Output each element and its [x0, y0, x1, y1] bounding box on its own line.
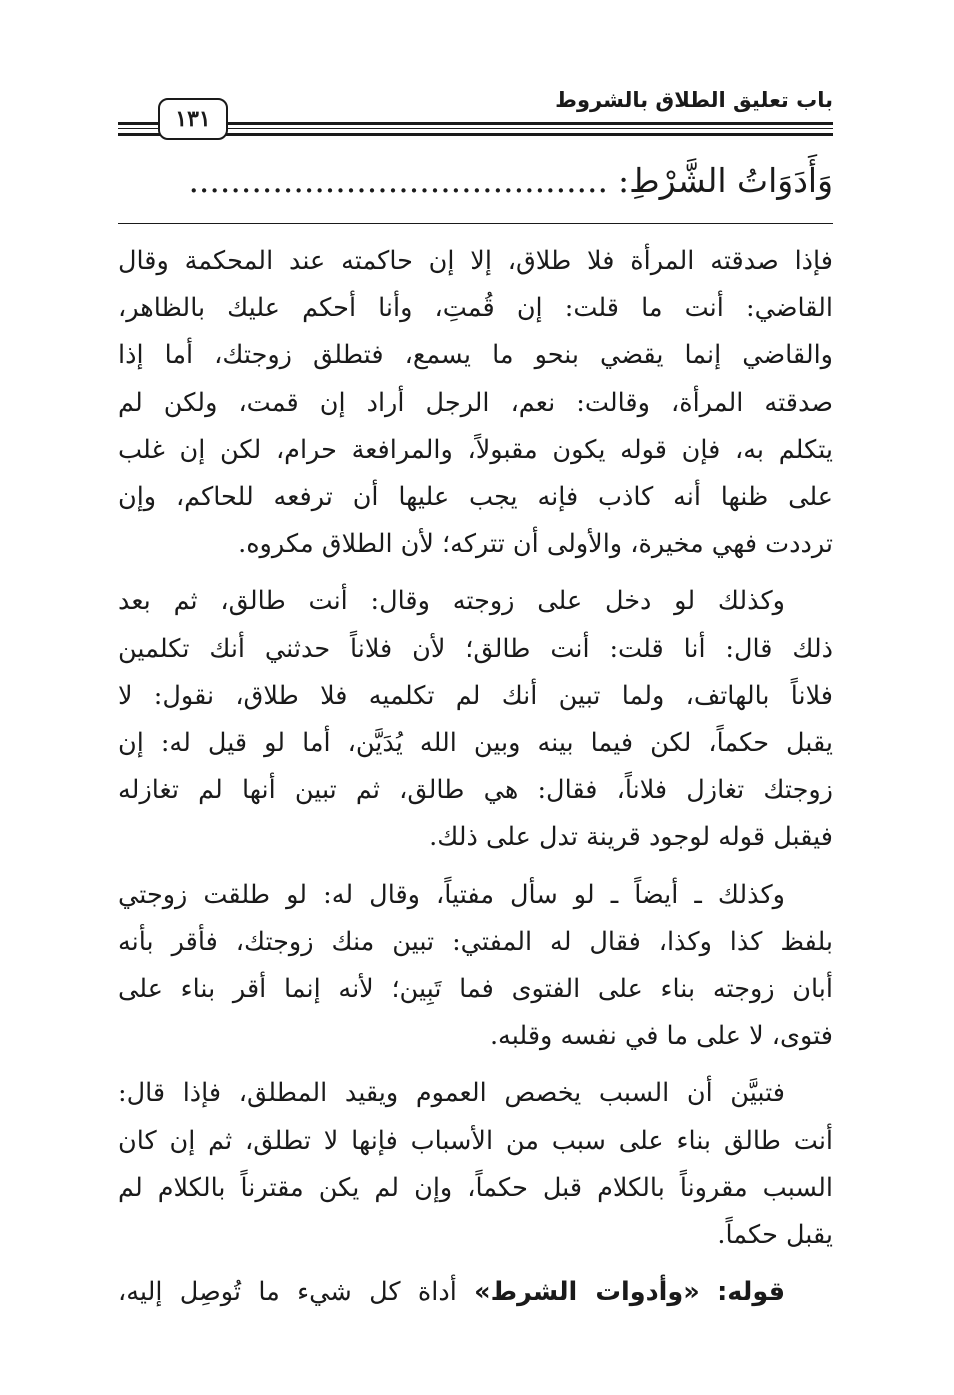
text-line: زوجتك تغازل فلاناً، فقال: هي طالق، ثم تبين أنها لم تغازله	[118, 775, 833, 806]
text-line: فلاناً بالهاتف، ولما تبين أنك لم تكلميه فلا طلاق، نقول: لا	[118, 680, 833, 711]
text-line: فإذا صدقته المرأة فلا طلاق، إلا إن حاكمته عند المحكمة وقال	[118, 246, 833, 276]
text-line: على ظنها أنه كاذب فإنه يجب عليها أن ترفعه للحاكم، وإن	[118, 482, 833, 513]
commentary-body	[118, 238, 833, 1326]
text-line: أنت طالق بناء على سبب من الأسباب فإنها لا تطلق، ثم إن كان	[118, 1125, 833, 1156]
text-line: وكذلك ـ أيضاً ـ لو سأل مفتياً، وقال له: لو طلقت زوجتي	[118, 879, 785, 910]
paragraph-1	[118, 238, 833, 568]
text-line: يقبل حكماً.	[717, 1220, 833, 1251]
paragraph-5	[118, 1269, 833, 1316]
paragraph-2	[118, 578, 833, 861]
matn-divider	[118, 223, 833, 224]
matn-dots: ........................................	[188, 161, 609, 200]
matn-heading	[188, 161, 833, 200]
matn-text: وَأَدَوَاتُ الشَّرْطِ:	[618, 161, 833, 200]
text-line: السبب مقروناً بالكلام قبل حكماً، وإن لم يكن مقترناً بالكلام لم	[118, 1172, 833, 1203]
text-line: يقبل حكماً، لكن فيما بينه وبين الله يُدَيَّن، أما لو قيل له: إن	[118, 728, 833, 759]
commentary-quote: «وأدوات الشرط»	[474, 1277, 700, 1308]
commentary-line	[118, 1269, 833, 1316]
text-line: والقاضي إنما يقضي بنحو ما يسمع، فتطلق زوجتك، أما إذا	[118, 340, 833, 371]
text-line: فيقبل قوله لوجود قرينة تدل على ذلك.	[429, 822, 833, 853]
chapter-title: باب تعليق الطلاق بالشروط	[555, 88, 833, 112]
paragraph-4	[118, 1070, 833, 1259]
text-line: يتكلم به، فإن قوله يكون مقبولاً، والمرافعة حرام، لكن إن غلب	[118, 434, 833, 465]
paragraph-3	[118, 872, 833, 1061]
commentary-text: أداة كل شيء ما تُوصِل إليه،	[118, 1277, 457, 1308]
text-line: بلفظ كذا وكذا، فقال له المفتي: تبين منك زوجتك، فأقر بأنه	[118, 926, 833, 957]
text-line: أبان زوجته بناء على الفتوى فما تَبِين؛ لأنه إنما أقر بناء على	[118, 974, 833, 1005]
text-line: القاضي: أنت ما قلت: إن قُمتِ، وأنا أحكم عليك بالظاهر،	[118, 293, 833, 324]
text-line: صدقته المرأة، وقالت: نعم، الرجل أراد إن قمت، ولكن لم	[118, 387, 833, 418]
text-line: ذلك قال: أنا قلت: أنت طالق؛ لأن فلاناً حدثني أنك تكلمين	[118, 633, 833, 664]
page-number: ١٣١	[158, 98, 228, 140]
text-line: ترددت فهي مخيرة، والأولى أن تتركه؛ لأن الطلاق مكروه.	[238, 529, 833, 560]
page-header	[118, 88, 833, 148]
text-line: وكذلك لو دخل على زوجته وقال: أنت طالق، ثم بعد	[118, 586, 785, 617]
text-line: فتبيَّن أن السبب يخصص العموم ويقيد المطلق، فإذا قال:	[118, 1078, 785, 1109]
text-line: فتوى، لا على ما في نفسه وقلبه.	[489, 1021, 833, 1052]
commentary-label: قوله:	[717, 1277, 786, 1308]
